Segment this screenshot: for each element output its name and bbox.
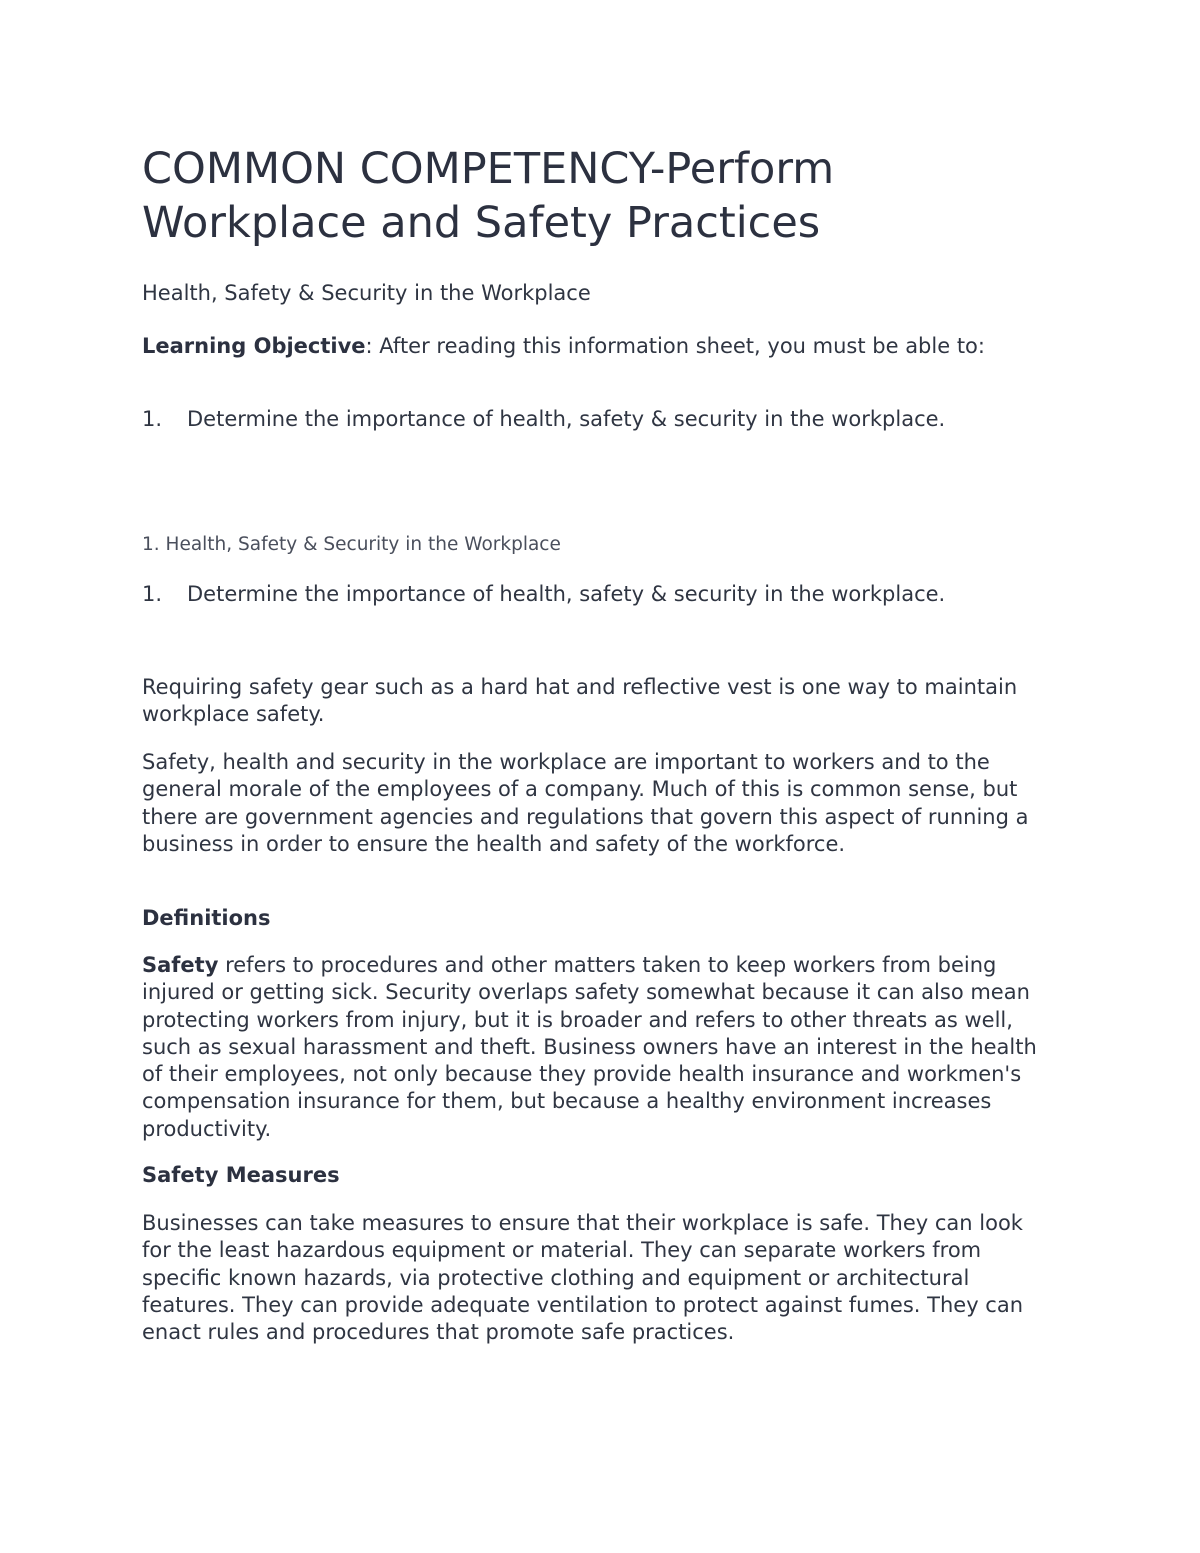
- list-item-text: Determine the importance of health, safety & security in the workplace.: [187, 407, 946, 431]
- safety-measures-heading: Safety Measures: [142, 1163, 340, 1187]
- definition-safety: [142, 952, 1054, 1143]
- document-title: COMMON COMPETENCY-Perform Workplace and Safety Practices: [142, 144, 835, 248]
- definitions-heading: Definitions: [142, 906, 271, 930]
- list-item-text: Determine the importance of health, safety & security in the workplace.: [187, 582, 946, 606]
- list-number: 1.: [142, 582, 163, 606]
- paragraph-safety-gear: Requiring safety gear such as a hard hat and reflective vest is one way to maintain workplace safety.: [142, 675, 1018, 727]
- definition-text: refers to procedures and other matters taken to keep workers from being injured or getting sick. Security overlaps safety somewhat because it can also mean protecting workers from injury, but it is broader and refers to other threats as well, such as sexual harassment and theft. Business owners have an interest in the health of their employees, not only because they provide health insurance and workmen's compensation insurance for them, but because a healthy environment increases productivity.: [142, 953, 1037, 1141]
- definition-term: Safety: [142, 953, 219, 977]
- learning-objective-label: Learning Objective: [142, 334, 366, 358]
- paragraph-safety-measures: Businesses can take measures to ensure that their workplace is safe. They can look for the least hazardous equipment or material. They can separate workers from specific known hazards, via protective clothing and equipment or architectural features. They can provide adequate ventilation to protect against fumes. They can enact rules and procedures that promote safe practices.: [142, 1211, 1024, 1345]
- document-subtitle: Health, Safety & Security in the Workplace: [142, 281, 591, 305]
- section-heading: 1. Health, Safety & Security in the Workplace: [142, 534, 561, 555]
- objective-list-item: [142, 406, 1054, 433]
- learning-objective-text: : After reading this information sheet, you must be able to:: [365, 334, 985, 358]
- learning-objective: [142, 333, 1054, 360]
- paragraph-importance: Safety, health and security in the workplace are important to workers and to the general morale of the employees of a company. Much of this is common sense, but there are government agencies and regulations that govern this aspect of running a business in order to ensure the health and safety of the workforce.: [142, 750, 1029, 856]
- section-list-item: [142, 581, 1054, 608]
- document-page: [142, 0, 1062, 1553]
- list-number: 1.: [142, 407, 163, 431]
